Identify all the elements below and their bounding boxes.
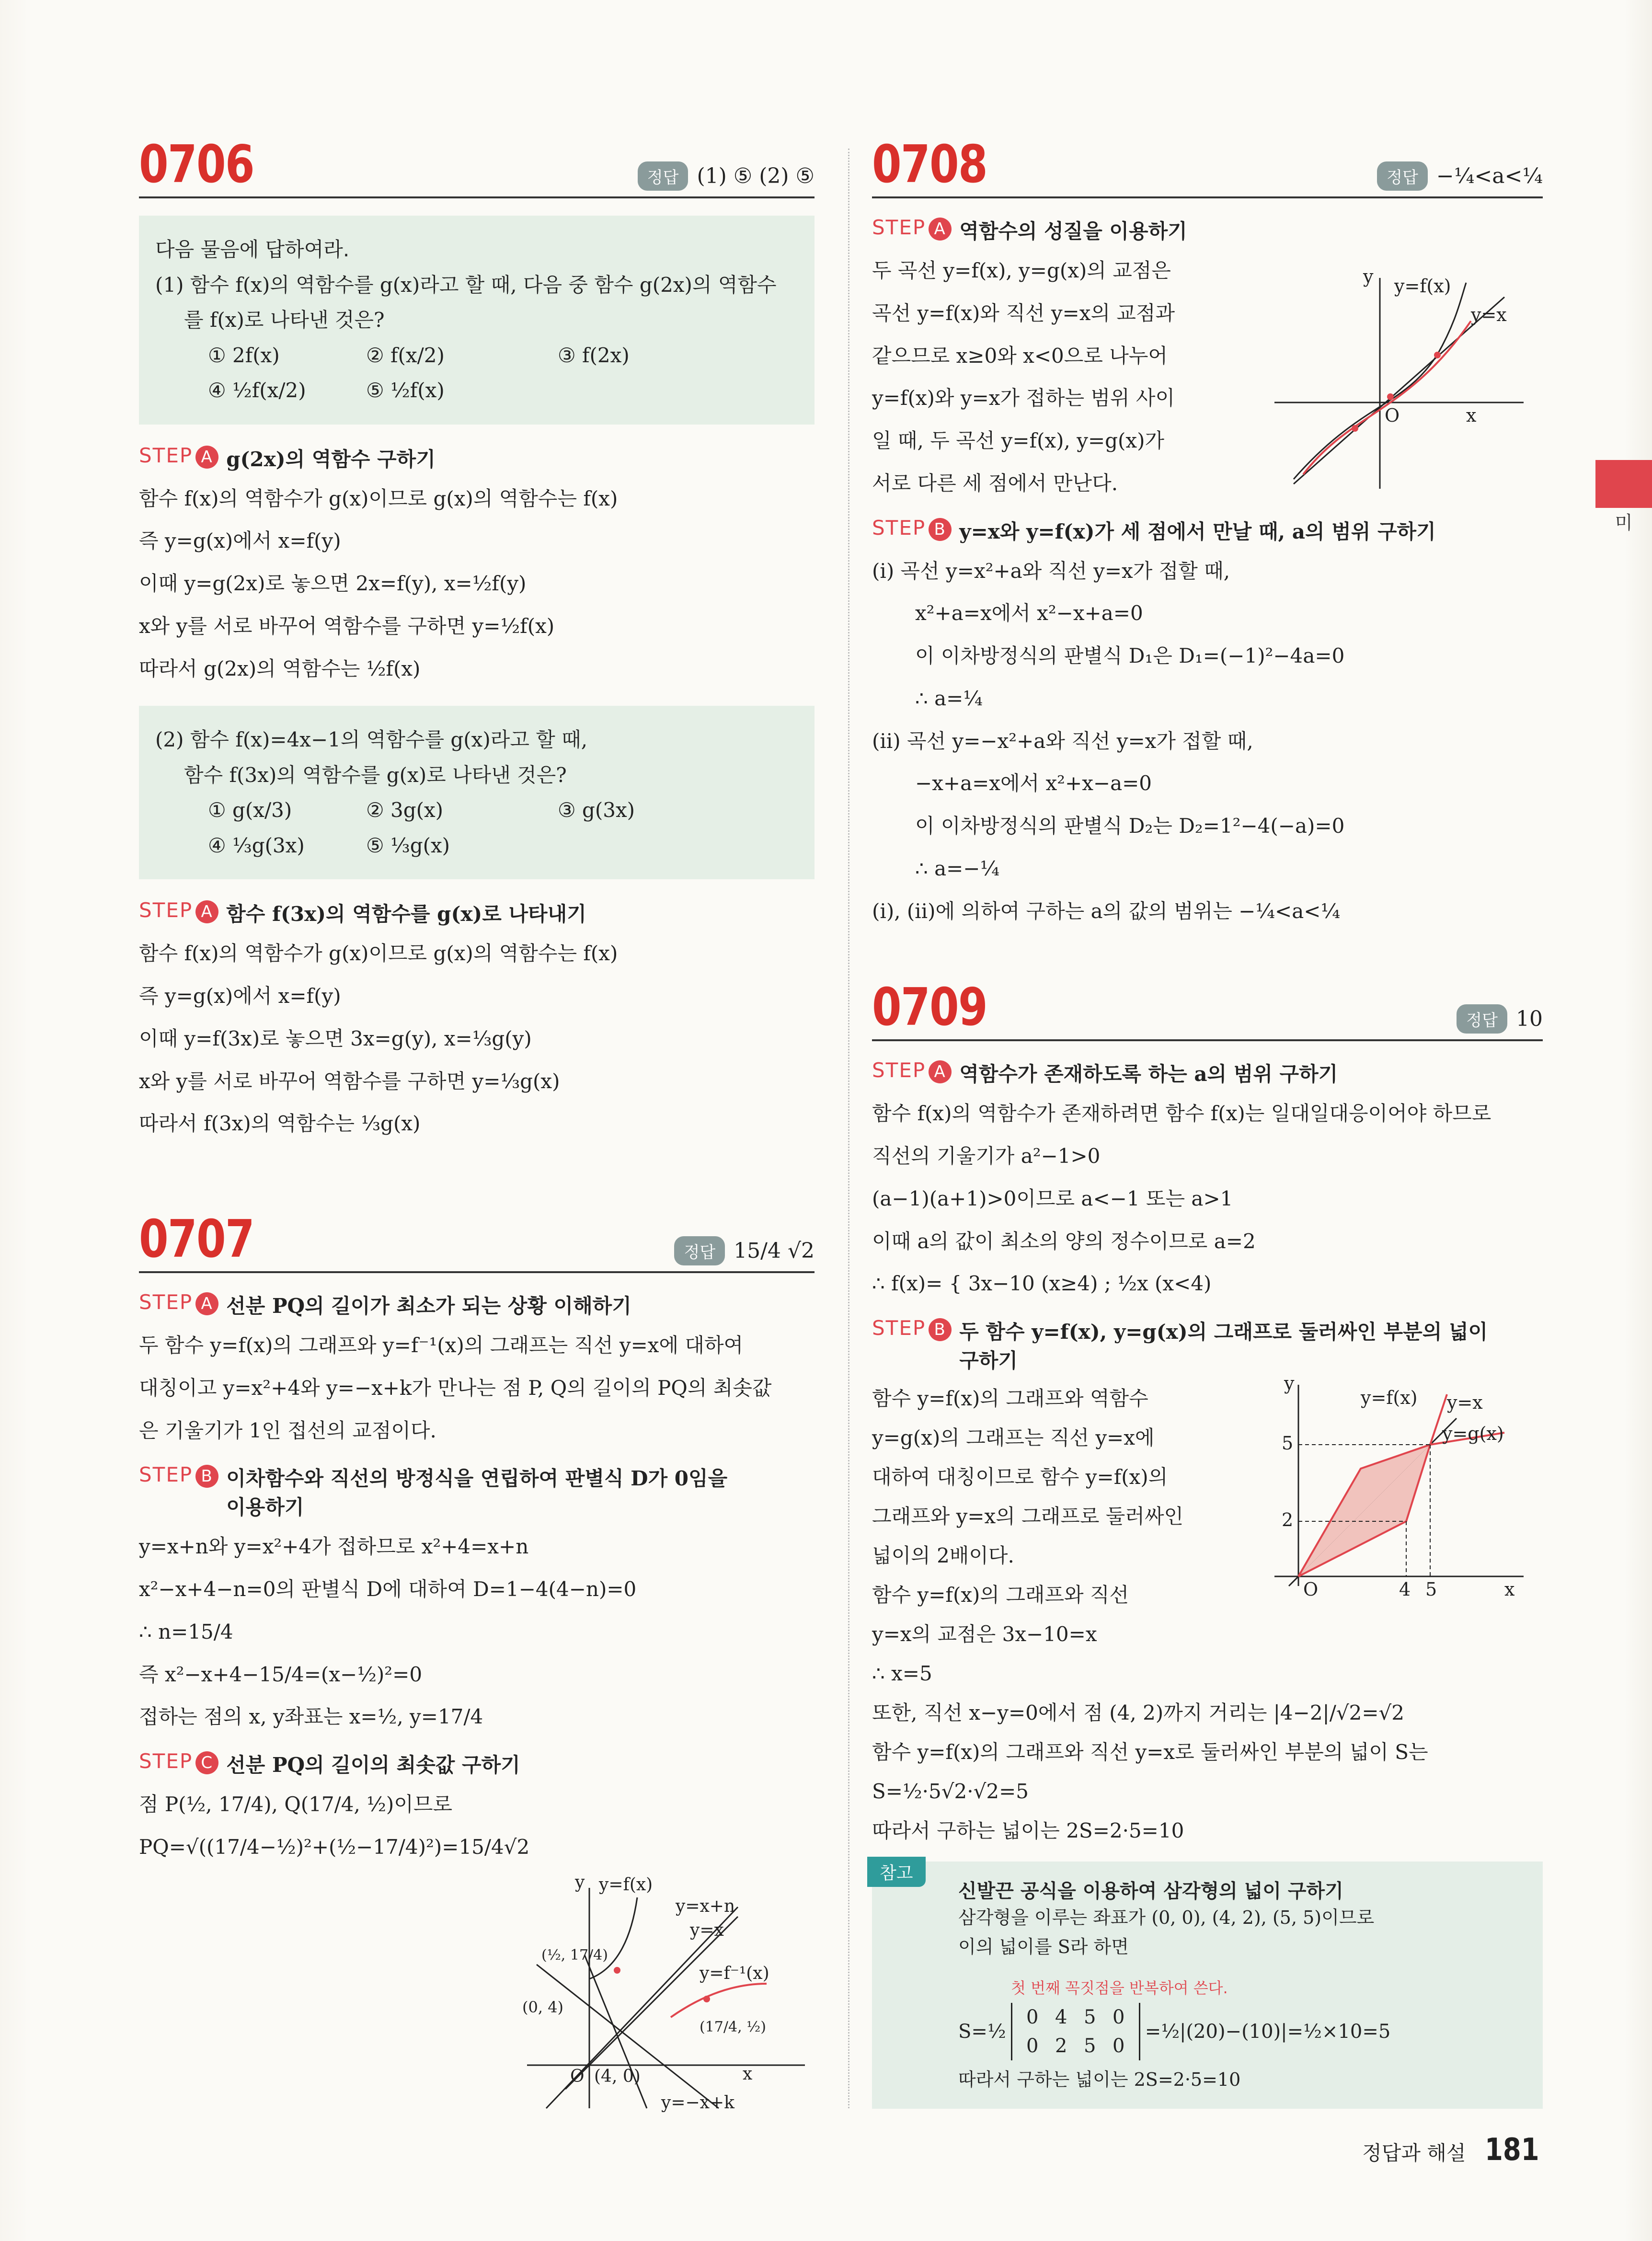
page-number: 181 bbox=[1485, 2132, 1539, 2168]
solution-line: y=g(x)의 그래프는 직선 y=x에 bbox=[872, 1426, 1155, 1450]
answer-area bbox=[1457, 1004, 1543, 1034]
answer-badge: 정답 bbox=[674, 1236, 725, 1265]
solution-line: 접하는 점의 x, y좌표는 x=½, y=17/4 bbox=[139, 1705, 483, 1729]
label-y: y bbox=[1284, 1375, 1295, 1394]
choice-3: ③ g(3x) bbox=[558, 798, 635, 822]
problem-header-0708 bbox=[872, 135, 1543, 198]
solution-body bbox=[872, 553, 1543, 930]
solution-line: 두 곡선 y=f(x), y=g(x)의 교점은 bbox=[872, 259, 1171, 282]
solution-line: 함수 f(x)의 역함수가 존재하려면 함수 f(x)는 일대일대응이어야 하므로 bbox=[872, 1102, 1491, 1126]
step-title: 이차함수와 직선의 방정식을 연립하여 판별식 D가 0임을 bbox=[226, 1467, 728, 1491]
answer-value: −¼<a<¼ bbox=[1436, 164, 1543, 188]
note-box bbox=[872, 1862, 1543, 2108]
shoelace-result: =½|(20)−(10)|=½×10=5 bbox=[1145, 2020, 1391, 2043]
question-1-line-2: 를 f(x)로 나타낸 것은? bbox=[184, 308, 385, 332]
step-letter-badge: B bbox=[195, 1465, 218, 1488]
solution-line: x²−x+4−n=0의 판별식 D에 대하여 D=1−4(4−n)=0 bbox=[139, 1577, 637, 1601]
label-point-q: (17/4, ½) bbox=[700, 2019, 766, 2035]
solution-line: 같으므로 x≥0와 x<0으로 나누어 bbox=[872, 344, 1168, 368]
solution-line: ∴ x=5 bbox=[872, 1662, 932, 1686]
solution-line: y=x의 교점은 3x−10=x bbox=[872, 1622, 1097, 1646]
solution-line: 즉 y=g(x)에서 x=f(y) bbox=[139, 529, 341, 553]
label-5-x: 5 bbox=[1425, 1579, 1437, 1600]
label-x: x bbox=[1504, 1579, 1515, 1600]
problem-number: 0708 bbox=[872, 135, 987, 195]
left-column bbox=[139, 135, 815, 1872]
step-label: STEP bbox=[139, 443, 193, 467]
choice-1: ① g(x/3) bbox=[208, 798, 292, 822]
page-footer bbox=[1362, 2132, 1544, 2168]
step-title: 선분 PQ의 길이의 최솟값 구하기 bbox=[226, 1753, 520, 1777]
step-heading bbox=[139, 1290, 815, 1319]
chapter-side-char: 미 bbox=[1615, 512, 1633, 533]
solution-line: (ⅱ) 곡선 y=−x²+a와 직선 y=x가 접할 때, bbox=[872, 729, 1253, 753]
choice-1: ① 2f(x) bbox=[208, 343, 280, 367]
line-y-x bbox=[565, 1917, 738, 2089]
problem-header-0709 bbox=[872, 977, 1543, 1041]
step-label: STEP bbox=[139, 898, 193, 922]
step-label: STEP bbox=[872, 1058, 926, 1082]
solution-line: (ⅰ) 곡선 y=x²+a와 직선 y=x가 접할 때, bbox=[872, 559, 1230, 583]
step-letter-badge: A bbox=[195, 446, 218, 469]
solution-line: 따라서 구하는 넓이는 2S=2·5=10 bbox=[872, 1819, 1184, 1843]
solution-body bbox=[139, 481, 815, 687]
step-title: 함수 f(3x)의 역함수를 g(x)로 나타내기 bbox=[226, 902, 586, 926]
choice-4: ④ ½f(x/2) bbox=[208, 379, 306, 402]
step-label: STEP bbox=[139, 1290, 193, 1314]
solution-line: 따라서 f(3x)의 역함수는 ⅓g(x) bbox=[139, 1112, 421, 1136]
label-origin: O bbox=[570, 2067, 585, 2086]
shoelace-matrix bbox=[1011, 2003, 1140, 2060]
step-heading bbox=[872, 216, 1543, 244]
question-1-line-1: (1) 함수 f(x)의 역함수를 g(x)라고 할 때, 다음 중 함수 g(2x)의 역함수 bbox=[155, 273, 777, 297]
solution-line: 또한, 직선 x−y=0에서 점 (4, 2)까지 거리는 |4−2|/√2=√2 bbox=[872, 1701, 1404, 1725]
solution-line: 이때 a의 값이 최소의 양의 정수이므로 a=2 bbox=[872, 1229, 1256, 1253]
solution-body bbox=[139, 1787, 815, 1865]
label-f-inverse: y=f⁻¹(x) bbox=[700, 1964, 769, 1983]
question-box-1 bbox=[139, 216, 815, 425]
matrix-cell: 0 bbox=[1112, 2034, 1125, 2057]
step-letter-badge: A bbox=[195, 1292, 218, 1315]
label-y-x-n: y=x+n bbox=[676, 1896, 735, 1916]
curve-y-g bbox=[1303, 321, 1471, 474]
step-title: 역함수가 존재하도록 하는 a의 범위 구하기 bbox=[959, 1062, 1338, 1086]
question-2-line-1: (2) 함수 f(x)=4x−1의 역함수를 g(x)라고 할 때, bbox=[155, 728, 588, 752]
choice-2: ② f(x/2) bbox=[366, 343, 445, 367]
solution-line: y=f(x)와 y=x가 접하는 범위 사이 bbox=[872, 386, 1175, 410]
answer-area bbox=[638, 161, 815, 191]
solution-line: x와 y를 서로 바꾸어 역함수를 구하면 y=½f(x) bbox=[139, 614, 555, 638]
solution-line: 대칭이고 y=x²+4와 y=−x+k가 만나는 점 P, Q의 길이의 PQ의 최솟값 bbox=[139, 1376, 772, 1400]
label-y-f: y=f(x) bbox=[1361, 1387, 1418, 1408]
solution-line: y=x+n와 y=x²+4가 접하므로 x²+4=x+n bbox=[139, 1535, 529, 1559]
label-y-x: y=x bbox=[690, 1920, 724, 1940]
choice-3: ③ f(2x) bbox=[558, 343, 630, 367]
label-origin: O bbox=[1303, 1579, 1319, 1600]
step-heading bbox=[872, 516, 1543, 545]
choice-2: ② 3g(x) bbox=[366, 798, 444, 822]
figure-0709 bbox=[1265, 1375, 1533, 1605]
label-y-g: y=g(x) bbox=[1442, 1423, 1504, 1444]
solution-line: 함수 y=f(x)의 그래프와 직선 y=x로 둘러싸인 부분의 넓이 S는 bbox=[872, 1740, 1428, 1764]
step-title: g(2x)의 역함수 구하기 bbox=[226, 447, 436, 471]
solution-line: 직선의 기울기가 a²−1>0 bbox=[872, 1144, 1101, 1168]
label-x: x bbox=[743, 2064, 753, 2084]
note-red-hint: 첫 번째 꼭짓점을 반복하여 쓴다. bbox=[1011, 1978, 1228, 1997]
intersection-point bbox=[1434, 352, 1441, 358]
solution-line: PQ=√((17/4−½)²+(½−17/4)²)=15/4√2 bbox=[139, 1835, 530, 1859]
solution-line: 즉 x²−x+4−15/4=(x−½)²=0 bbox=[139, 1662, 423, 1686]
solution-line: 은 기울기가 1인 접선의 교점이다. bbox=[139, 1418, 436, 1442]
question-1-choices bbox=[208, 338, 798, 408]
note-line: 이의 넓이를 S라 하면 bbox=[958, 1936, 1129, 1958]
matrix-cell: 5 bbox=[1083, 2034, 1096, 2057]
step-heading bbox=[872, 1058, 1543, 1087]
label-y-x: y=x bbox=[1471, 304, 1507, 325]
step-heading bbox=[139, 898, 815, 927]
label-4: 4 bbox=[1399, 1579, 1411, 1600]
footer-label: 정답과 해설 bbox=[1362, 2141, 1466, 2165]
solution-line: 대하여 대칭이므로 함수 y=f(x)의 bbox=[872, 1465, 1168, 1489]
question-2-line-2: 함수 f(3x)의 역함수를 g(x)로 나타낸 것은? bbox=[184, 763, 567, 787]
step-letter-badge: A bbox=[195, 900, 218, 923]
step-heading bbox=[139, 444, 815, 472]
shoelace-formula: S=½ 0 4 5 0 0 2 5 0 =½|(20)−(10)|=½×10=5 bbox=[958, 2003, 1528, 2060]
answer-badge: 정답 bbox=[1377, 161, 1428, 191]
solution-line: 일 때, 두 곡선 y=f(x), y=g(x)가 bbox=[872, 429, 1165, 452]
note-title: 신발끈 공식을 이용하여 삼각형의 넓이 구하기 bbox=[958, 1880, 1343, 1903]
problem-header-0707 bbox=[139, 1209, 815, 1273]
solution-line: (a−1)(a+1)>0이므로 a<−1 또는 a>1 bbox=[872, 1186, 1233, 1210]
answer-badge: 정답 bbox=[1457, 1004, 1507, 1034]
choice-5: ⑤ ⅓g(x) bbox=[366, 833, 450, 857]
solution-line: 따라서 g(2x)의 역함수는 ½f(x) bbox=[139, 656, 421, 680]
answer-area bbox=[1377, 161, 1543, 191]
answer-value: 15/4 √2 bbox=[734, 1239, 815, 1263]
matrix-cell: 5 bbox=[1083, 2006, 1096, 2028]
question-intro: 다음 물음에 답하여라. bbox=[155, 238, 350, 261]
chapter-tab bbox=[1595, 460, 1652, 508]
solution-line: 이 이차방정식의 판별식 D₁은 D₁=(−1)²−4a=0 bbox=[915, 644, 1345, 667]
solution-body bbox=[139, 1529, 815, 1735]
matrix-cell: 2 bbox=[1055, 2034, 1067, 2057]
step-title-line-2: 이용하기 bbox=[226, 1495, 304, 1519]
step-letter-badge: A bbox=[929, 1060, 952, 1083]
label-y-x: y=x bbox=[1447, 1392, 1483, 1413]
solution-line: 점 P(½, 17/4), Q(17/4, ½)이므로 bbox=[139, 1793, 453, 1816]
label-5: 5 bbox=[1282, 1433, 1294, 1454]
step-label: STEP bbox=[139, 1463, 193, 1487]
label-x: x bbox=[1466, 405, 1477, 426]
solution-line: 함수 f(x)의 역함수가 g(x)이므로 g(x)의 역함수는 f(x) bbox=[139, 942, 618, 965]
point-p bbox=[614, 1967, 620, 1974]
solution-body bbox=[139, 936, 815, 1142]
label-origin: O bbox=[1385, 405, 1400, 426]
solution-body bbox=[872, 1096, 1543, 1302]
step-title: 두 함수 y=f(x), y=g(x)의 그래프로 둘러싸인 부분의 넓이 bbox=[959, 1320, 1488, 1344]
solution-line: −x+a=x에서 x²+x−a=0 bbox=[915, 771, 1152, 795]
problem-number: 0707 bbox=[139, 1209, 254, 1269]
matrix-cell: 0 bbox=[1026, 2034, 1039, 2057]
solution-line: ∴ a=−¼ bbox=[915, 856, 1000, 880]
curve-f bbox=[589, 1897, 637, 1979]
solution-line: ∴ n=15/4 bbox=[139, 1620, 233, 1643]
solution-line: 서로 다른 세 점에서 만난다. bbox=[872, 471, 1118, 495]
label-2: 2 bbox=[1282, 1509, 1294, 1530]
solution-line: ∴ a=¼ bbox=[915, 686, 983, 710]
solution-line: 곡선 y=f(x)와 직선 y=x의 교점과 bbox=[872, 301, 1175, 325]
figure-0707 bbox=[517, 1869, 824, 2118]
note-final: 따라서 구하는 넓이는 2S=2·5=10 bbox=[958, 2069, 1241, 2090]
solution-body bbox=[139, 1328, 815, 1448]
choice-5: ⑤ ½f(x) bbox=[366, 379, 445, 402]
step-label: STEP bbox=[139, 1749, 193, 1773]
step-letter-badge: B bbox=[929, 1318, 952, 1341]
step-letter-badge: B bbox=[929, 518, 952, 541]
question-box-2 bbox=[139, 706, 815, 879]
answer-value: (1) ⑤ (2) ⑤ bbox=[697, 164, 815, 188]
label-y: y bbox=[1363, 268, 1374, 287]
step-title-line-2: 구하기 bbox=[959, 1349, 1018, 1372]
problem-number: 0706 bbox=[139, 135, 254, 195]
step-title: 역함수의 성질을 이용하기 bbox=[959, 219, 1187, 243]
choice-4: ④ ⅓g(3x) bbox=[208, 833, 305, 857]
point-q bbox=[703, 1996, 710, 2002]
solution-line: S=½·5√2·√2=5 bbox=[872, 1780, 1029, 1804]
label-y-f: y=f(x) bbox=[599, 1875, 653, 1895]
label-0-4: (0, 4) bbox=[522, 1998, 564, 2016]
step-label: STEP bbox=[872, 516, 926, 540]
solution-line: 즉 y=g(x)에서 x=f(y) bbox=[139, 984, 341, 1008]
label-point-p: (½, 17/4) bbox=[541, 1947, 608, 1964]
line-y-minus-x-plus-k bbox=[537, 1965, 719, 2108]
label-y: y bbox=[575, 1873, 585, 1892]
answer-badge: 정답 bbox=[638, 161, 688, 191]
note-line: 삼각형을 이루는 좌표가 (0, 0), (4, 2), (5, 5)이므로 bbox=[958, 1907, 1375, 1929]
solution-line: 함수 f(x)의 역함수가 g(x)이므로 g(x)의 역함수는 f(x) bbox=[139, 486, 618, 510]
intersection-point bbox=[1352, 425, 1358, 432]
solution-line: 함수 y=f(x)의 그래프와 역함수 bbox=[872, 1387, 1148, 1410]
step-label: STEP bbox=[872, 1316, 926, 1340]
problem-header-0706 bbox=[139, 135, 815, 198]
answer-area bbox=[674, 1236, 815, 1265]
intersection-point bbox=[1387, 393, 1394, 400]
solution-line: 두 함수 y=f(x)의 그래프와 y=f⁻¹(x)의 그래프는 직선 y=x에 대하여 bbox=[139, 1333, 744, 1357]
step-title: y=x와 y=f(x)가 세 점에서 만날 때, a의 범위 구하기 bbox=[959, 519, 1436, 543]
matrix-cell: 4 bbox=[1055, 2006, 1067, 2028]
matrix-cell: 0 bbox=[1026, 2006, 1039, 2028]
solution-line: 그래프와 y=x의 그래프로 둘러싸인 bbox=[872, 1505, 1184, 1528]
question-2-choices bbox=[208, 793, 798, 863]
note-badge: 참고 bbox=[867, 1857, 926, 1887]
matrix-cell: 0 bbox=[1112, 2006, 1125, 2028]
solution-line: 이 이차방정식의 판별식 D₂는 D₂=1²−4(−a)=0 bbox=[915, 814, 1345, 838]
solution-line: 이때 y=f(3x)로 놓으면 3x=g(y), x=⅓g(y) bbox=[139, 1026, 532, 1050]
solution-line: (ⅰ), (ⅱ)에 의하여 구하는 a의 값의 범위는 −¼<a<¼ bbox=[872, 899, 1341, 923]
figure-0708 bbox=[1265, 268, 1533, 494]
label-y-f: y=f(x) bbox=[1394, 276, 1451, 297]
problem-number: 0709 bbox=[872, 977, 987, 1038]
label-line-k: y=−x+k bbox=[661, 2093, 734, 2113]
solution-line: 함수 y=f(x)의 그래프와 직선 bbox=[872, 1583, 1129, 1607]
solution-line: 넓이의 2배이다. bbox=[872, 1544, 1014, 1568]
step-heading bbox=[139, 1749, 815, 1778]
step-heading bbox=[139, 1463, 815, 1520]
solution-line: 이때 y=g(2x)로 놓으면 2x=f(y), x=½f(y) bbox=[139, 572, 527, 595]
step-letter-badge: C bbox=[195, 1751, 218, 1774]
step-label: STEP bbox=[872, 216, 926, 239]
answer-value: 10 bbox=[1516, 1007, 1543, 1032]
step-heading bbox=[872, 1316, 1543, 1374]
curve-f-inverse bbox=[671, 1984, 767, 2017]
step-letter-badge: A bbox=[929, 218, 952, 241]
solution-line: x와 y를 서로 바꾸어 역함수를 구하면 y=⅓g(x) bbox=[139, 1069, 560, 1093]
label-4-0: (4, 0) bbox=[594, 2067, 641, 2086]
column-divider bbox=[848, 149, 849, 2108]
step-title: 선분 PQ의 길이가 최소가 되는 상황 이해하기 bbox=[226, 1294, 631, 1318]
solution-line: ∴ f(x)= { 3x−10 (x≥4) ; ½x (x<4) bbox=[872, 1272, 1212, 1296]
solution-line: x²+a=x에서 x²−x+a=0 bbox=[915, 601, 1143, 625]
